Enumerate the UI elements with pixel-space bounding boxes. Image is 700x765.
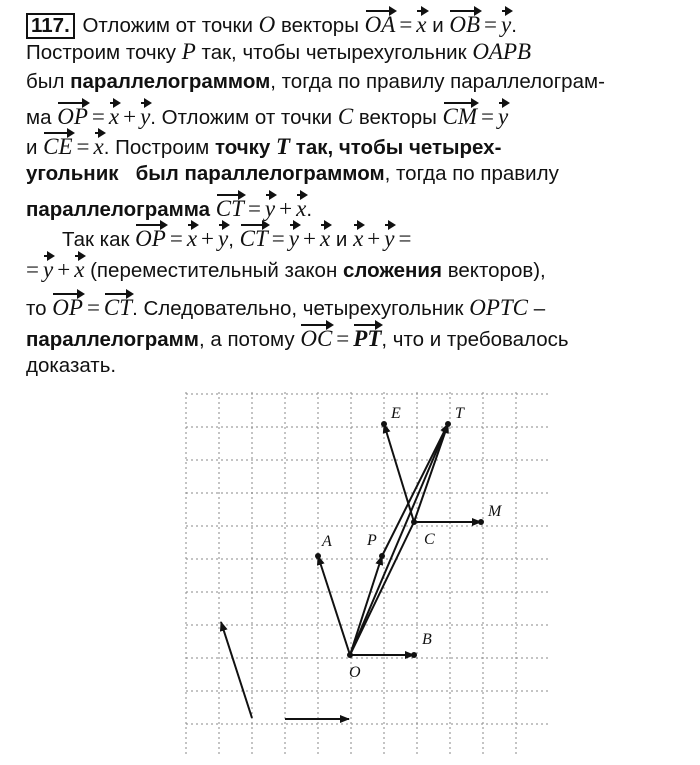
vector-OA: OA — [365, 6, 396, 41]
text-fragment: и — [335, 228, 348, 252]
vector-x: x — [320, 220, 330, 255]
text-fragment: Так как — [62, 228, 130, 252]
text-fragment: (переместительный закон — [90, 258, 338, 282]
bold-term: угольник был параллелограммом — [26, 161, 385, 185]
vector-OA-arrow — [318, 556, 350, 655]
text-fragment: , что и требовалось — [381, 327, 569, 351]
comma: , — [228, 228, 234, 252]
free-vector-y — [221, 622, 252, 718]
equals-sign: = — [76, 134, 90, 160]
period: . — [511, 14, 517, 37]
vector-PT-arrow — [382, 424, 448, 556]
point-C: C — [337, 103, 354, 129]
point-P: P — [181, 38, 196, 64]
vector-y: y — [265, 190, 275, 225]
dash: – — [533, 297, 546, 321]
period: . — [306, 197, 313, 221]
point-O: O — [258, 12, 276, 37]
vector-OC: OC — [300, 320, 332, 355]
segment-OC — [350, 522, 414, 655]
equals-sign: = — [247, 195, 261, 221]
dot-C — [411, 519, 417, 525]
text-fragment: то — [26, 297, 47, 321]
text-fragment: векторов), — [447, 258, 546, 282]
quad-OPTC: OPTC — [469, 295, 529, 321]
dotted-grid — [186, 392, 548, 755]
text-fragment: и — [26, 136, 38, 160]
text-fragment: был — [26, 70, 65, 94]
vector-OP: OP — [57, 98, 88, 133]
text-fragment: . Следовательно, четырехугольник — [132, 297, 464, 321]
equals-sign: = — [398, 226, 412, 252]
equals-sign: = — [91, 103, 105, 129]
vector-x: x — [296, 190, 306, 225]
vector-x: x — [416, 6, 426, 41]
dot-O — [347, 652, 353, 658]
plus-sign: + — [201, 226, 215, 252]
label-E: E — [391, 405, 401, 422]
equals-sign: = — [26, 256, 39, 282]
vector-PT: PT — [353, 320, 381, 355]
equals-sign: = — [86, 295, 100, 321]
dot-P — [379, 553, 385, 559]
bold-term: точку — [214, 136, 271, 160]
problem-number: 117. — [26, 13, 75, 39]
equals-sign: = — [169, 226, 183, 252]
bold-term: параллелограммом — [70, 70, 271, 94]
text-fragment: , а потому — [198, 327, 295, 351]
bold-term: параллелограмма — [26, 197, 211, 221]
equals-sign: = — [484, 12, 498, 37]
plus-sign: + — [57, 256, 71, 282]
equals-sign: = — [481, 103, 495, 129]
bold-term: так, чтобы четырех- — [295, 136, 502, 160]
dot-M — [478, 519, 484, 525]
text-fragment: и — [432, 14, 444, 37]
equals-sign: = — [399, 12, 413, 37]
vector-CT-arrow — [414, 424, 448, 522]
vector-x: x — [109, 98, 119, 133]
vector-y: y — [218, 220, 228, 255]
text-fragment: Отложим от точки — [82, 14, 253, 37]
plus-sign: + — [123, 103, 137, 129]
vector-OP: OP — [52, 289, 83, 324]
vector-y: y — [289, 220, 299, 255]
text-fragment: , тогда по правилу — [384, 161, 559, 185]
text-fragment: ма — [26, 105, 52, 129]
dot-E — [381, 421, 387, 427]
label-P: P — [367, 532, 377, 549]
vector-x: x — [74, 251, 84, 286]
text-fragment: векторы — [280, 14, 359, 37]
vector-y: y — [43, 251, 53, 286]
vector-CM: CM — [443, 98, 478, 133]
bold-term: сложения — [342, 258, 443, 282]
dot-T — [445, 421, 451, 427]
vector-CE-arrow — [384, 424, 414, 522]
label-T: T — [455, 405, 464, 422]
vector-CE: CE — [43, 128, 72, 163]
label-M: M — [488, 503, 502, 520]
text-fragment: . Построим — [103, 136, 210, 160]
vector-OP: OP — [135, 220, 166, 255]
plus-sign: + — [303, 226, 316, 252]
vector-y: y — [501, 6, 511, 41]
vector-y: y — [384, 220, 394, 255]
bold-term: параллелограмм — [26, 327, 199, 351]
vector-x: x — [187, 220, 197, 255]
label-A: A — [322, 533, 332, 550]
vector-y: y — [498, 98, 508, 133]
text-fragment: , тогда по правилу параллелограм- — [270, 70, 605, 94]
vector-CT: CT — [104, 289, 132, 324]
vector-CT: CT — [240, 220, 268, 255]
vector-CT: CT — [216, 190, 244, 225]
text-fragment: Построим точку — [26, 40, 177, 64]
quad-OAPB: OAPB — [472, 38, 532, 64]
vector-OP-arrow — [350, 556, 382, 655]
vector-OB: OB — [449, 6, 480, 41]
text-fragment: векторы — [358, 105, 437, 129]
vector-x: x — [353, 220, 363, 255]
equals-sign: = — [271, 226, 285, 252]
vector-y: y — [140, 98, 150, 133]
label-C: C — [424, 531, 435, 548]
vector-x: x — [94, 128, 104, 163]
text-fragment: так, чтобы четырехугольник — [201, 40, 467, 64]
dot-B — [411, 652, 417, 658]
equals-sign: = — [336, 325, 350, 351]
point-T: T — [276, 134, 291, 160]
text-fragment: доказать. — [26, 353, 117, 377]
label-O: O — [349, 664, 361, 681]
dot-A — [315, 553, 321, 559]
plus-sign: + — [279, 195, 293, 221]
text-fragment: . Отложим от точки — [150, 105, 333, 129]
label-B: B — [422, 631, 432, 648]
plus-sign: + — [367, 226, 381, 252]
